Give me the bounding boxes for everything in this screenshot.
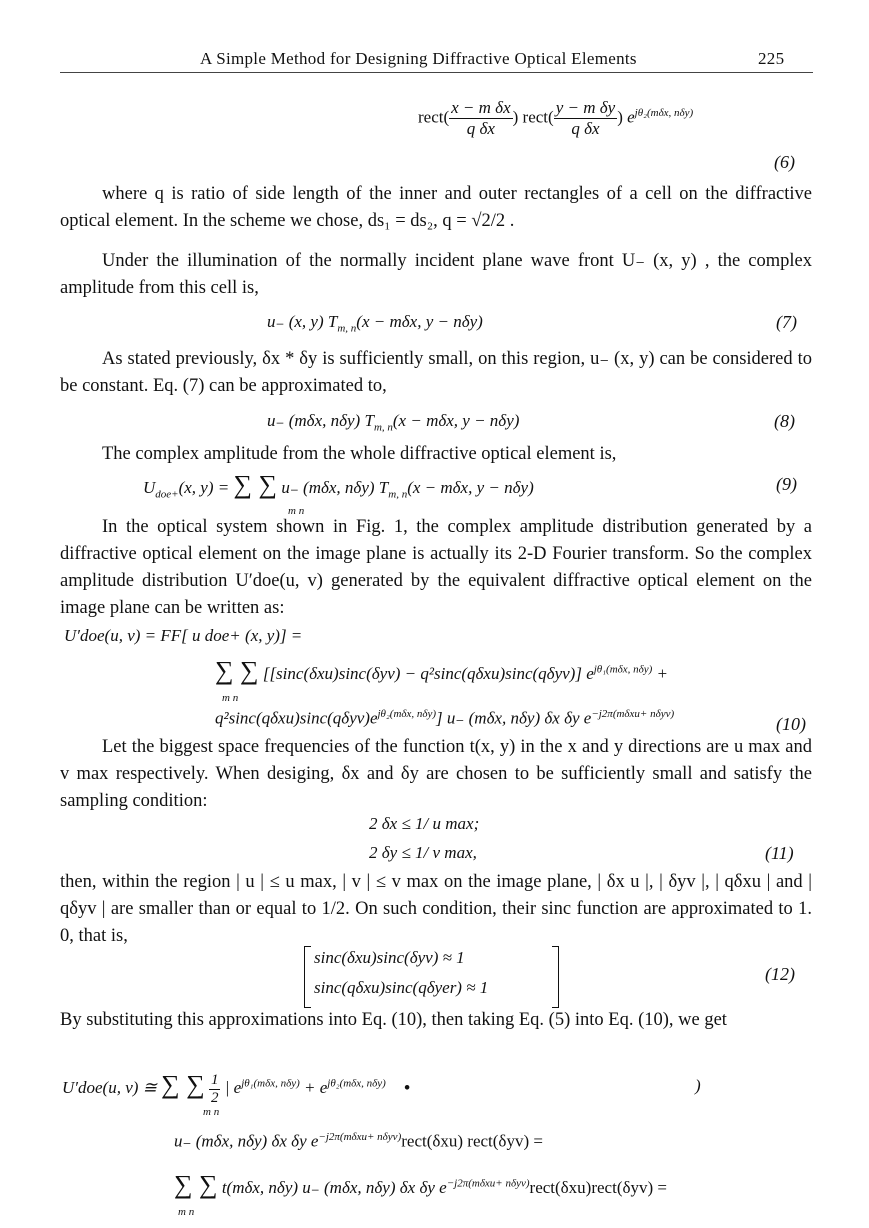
equation-10-number: (10)	[776, 714, 806, 734]
paragraph-approximation: As stated previously, δx * δy is sufficiently small, on this region, u₋ (x, y) can be considered to be constant. Eq. (7) can be approximated to,	[60, 349, 812, 396]
paragraph-sampling: Let the biggest space frequencies of the function t(x, y) in the x and y directions are u max and v max respectively. When desiging, δx and δy are chosen to be sufficiently small and satisfy the sampling condition:	[60, 737, 812, 811]
equation-7: u₋ (x, y) $T_{m, n}(x - m\delta x$, y − nδy)	[267, 312, 483, 335]
equation-10-line-2: ∑ ∑ [[sinc(δxu)sinc(δyv) − q²sinc(qδxu)sinc(qδyv)] $e^{j\theta_1(m\delta x, n\delta y)}$ +	[215, 656, 669, 685]
equation-12-right-bar	[552, 946, 559, 1008]
paragraph-whole-element: The complex amplitude from the whole diffractive optical element is,	[102, 444, 617, 464]
equation-9: $U_{doe+}(x$, y) = ∑ ∑ u₋ (mδx, nδy) $T_{m, n}(x - m\delta x$, y − nδy)	[143, 470, 534, 501]
equation-8-number: (8)	[774, 411, 795, 431]
equation-13-close-paren: )	[695, 1076, 701, 1095]
equation-13-indices: m n	[203, 1106, 220, 1118]
equation-8: u₋ (mδx, nδy) $T_{m, n}(x - m\delta x$, y − nδy)	[267, 411, 520, 434]
equation-13-indices-2: m n	[178, 1206, 195, 1218]
equation-12-number: (12)	[765, 964, 795, 984]
paragraph-fourier: In the optical system shown in Fig. 1, the complex amplitude distribution generated by a diffractive optical element on the image plane is actually its 2-D Fourier transform. So the complex amplitude distribution U′doe(u, v) generated by the equivalent diffractive optical element on the image plane can be written as:	[60, 517, 812, 618]
running-title: A Simple Method for Designing Diffractive Optical Elements	[200, 49, 637, 68]
paragraph-substituting: By substituting this approximations into Eq. (10), then taking Eq. (5) into Eq. (10), we get	[60, 1010, 727, 1030]
equation-12-line-1: sinc(δxu)sinc(δyv) ≈ 1	[314, 948, 465, 967]
page-number: 225	[758, 49, 785, 68]
equation-12-line-2: sinc(qδxu)sinc(qδyer) ≈ 1	[314, 978, 489, 997]
equation-11-line-2: 2 δy ≤ 1/ v max,	[369, 843, 477, 862]
equation-11-line-1: 2 δx ≤ 1/ u max;	[369, 814, 480, 833]
equation-13-line-3: ∑ ∑ t(mδx, nδy) u₋ (mδx, nδy) δx δy $e^{-j2\pi(m\delta xu+ n\delta yv)}rect(\delta xu)rect(\delta yv)$ =	[174, 1170, 667, 1199]
paragraph-illumination: Under the illumination of the normally incident plane wave front U₋ (x, y) , the complex amplitude from this cell is,	[60, 251, 812, 298]
paragraph-q-definition: where q is ratio of side length of the inner and outer rectangles of a cell on the diffractive optical element. In the scheme we chose, ds₁ = ds₂, q = √2/2 .	[60, 184, 812, 231]
equation-10-line-3: $q^2\sin c(q\delta xu)\sin c(q\delta yv)e^{j\theta_2(m\delta x, n\delta y)}$] u₋ (mδx, nδy) δx δy $e^{-j2\pi(m\delta xu+ n\delta yv)}$	[215, 708, 675, 728]
equation-9-indices: m n	[288, 505, 305, 517]
equation-13-line-1: U′doe(u, v) ≅ ∑ ∑ $\frac{1}{2}$ | $e^{j\theta_1(m\delta x, n\delta y)} + e^{j\theta_2(m\delta x, n\delta y)}$ •	[62, 1070, 411, 1106]
equation-6-number: (6)	[774, 152, 795, 172]
paragraph-region: then, within the region | u | ≤ u max, | v | ≤ v max on the image plane, | δx u |, | δyv |, | qδxu | and | qδyv | are smaller than or equal to 1/2. On such condition, their sinc function are approximated to 1. 0, that is,	[60, 872, 812, 946]
equation-6: rect( $\frac{\text{x − m δx}}{\text{q δx}}$ ) rect( $\frac{\text{y − m δy}}{\text{q δx}}$ ) $e^{j\theta_2(m\delta x, n\delta y)}$	[418, 98, 694, 138]
header-rule	[60, 72, 813, 73]
equation-11-number: (11)	[765, 843, 794, 863]
equation-9-number: (9)	[776, 474, 797, 494]
equation-7-number: (7)	[776, 312, 797, 332]
equation-12-left-bar	[304, 946, 311, 1008]
equation-10-indices: m n	[222, 692, 239, 704]
equation-10-line-1: U′doe(u, v) = FF[ u doe+ (x, y)] =	[64, 626, 303, 645]
equation-13-line-2: u₋ (mδx, nδy) δx δy $e^{-j2\pi(m\delta xu+ n\delta yv)}rect(\delta xu)$ rect(δyv) =	[174, 1131, 543, 1151]
